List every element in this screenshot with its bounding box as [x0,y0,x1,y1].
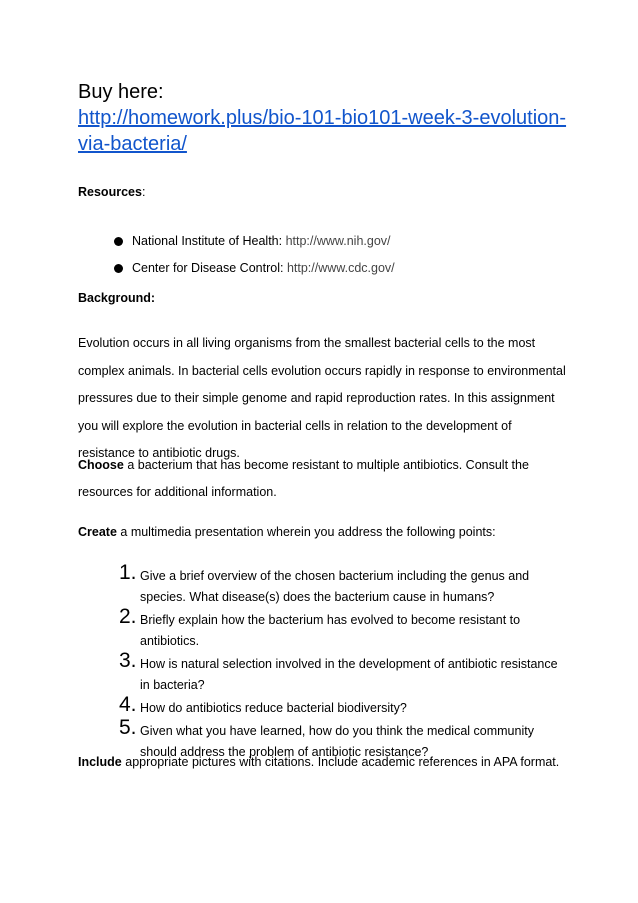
choose-text: a bacterium that has become resistant to multiple antibiotics. Consult the resources for additional information. [78,458,529,499]
point-item [78,605,568,652]
resources-list [78,228,395,282]
background-heading: Background: [78,291,156,305]
resource-link[interactable]: http://www.cdc.gov/ [286,261,395,275]
bullet-icon [114,264,123,273]
include-text: appropriate pictures with citations. Include academic references in APA format. [121,755,560,769]
resource-label: National Institute of Health: [132,234,283,248]
point-item [78,561,568,608]
resources-label: Resources [78,185,142,199]
bullet-icon [114,237,123,246]
resource-label: Center for Disease Control: [132,261,284,275]
create-paragraph [78,520,568,544]
choose-paragraph [78,452,568,505]
point-item [78,649,568,696]
point-text: Briefly explain how the bacterium has evolved to become resistant to antibiotics. [140,613,521,648]
buy-link[interactable]: http://homework.plus/bio-101-bio101-week-3-evolution-via-bacteria/ [78,107,567,155]
point-text: Given what you have learned, how do you think the medical community should address the problem of antibiotic resistance? [140,724,534,759]
point-number: 1. [119,561,137,584]
point-number: 5. [119,716,137,739]
create-text: a multimedia presentation wherein you address the following points: [116,525,496,539]
include-paragraph [78,750,568,774]
point-text: How do antibiotics reduce bacterial biodiversity? [140,701,407,715]
resources-heading [78,180,568,204]
point-text: How is natural selection involved in the development of antibiotic resistance in bacteria? [140,657,558,692]
resource-link[interactable]: http://www.nih.gov/ [285,234,391,248]
point-text: Give a brief overview of the chosen bacterium including the genus and species. What disease(s) does the bacterium cause in humans? [140,569,530,604]
point-item [78,693,568,719]
resources-colon: : [141,185,146,199]
buy-title: Buy here: [78,81,164,103]
include-bold: Include [78,755,122,769]
point-number: 2. [119,605,137,628]
resource-item-nih [78,228,395,255]
resource-item-cdc [78,255,395,282]
point-number: 3. [119,649,137,672]
choose-bold: Choose [78,458,124,472]
point-number: 4. [119,693,137,716]
background-paragraph: Evolution occurs in all living organisms from the smallest bacterial cells to the most complex animals. In bacterial cells evolution occurs rapidly in response to environmental pressures due to their simple genome and rapid reproduction rates. In this assignment you will explore the evolution in bacterial cells in relation to the development of resistance to antibiotic drugs. [78,336,566,460]
create-bold: Create [78,525,117,539]
points-list [78,561,568,765]
